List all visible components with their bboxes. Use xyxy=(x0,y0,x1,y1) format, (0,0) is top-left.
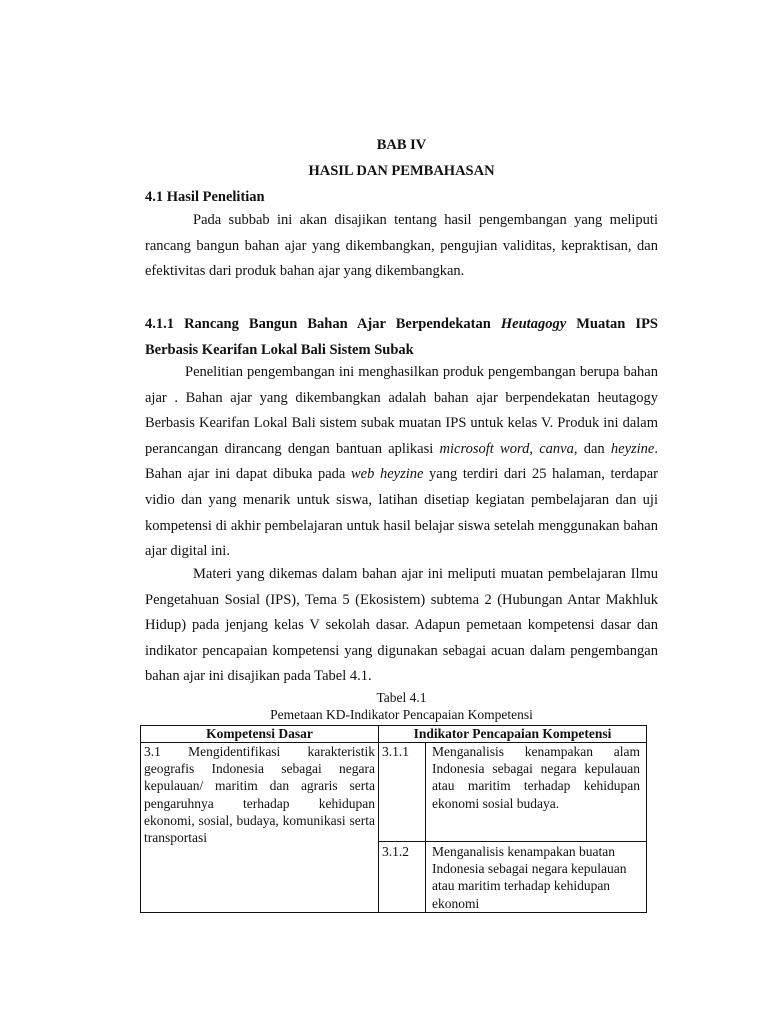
paragraph-italic-term: microsoft word xyxy=(439,440,530,457)
section-heading-suffix: Muatan IPS Berbasis Kearifan Lokal Bali Sistem Subak xyxy=(145,316,658,358)
table-header-kd: Kompetensi Dasar xyxy=(141,726,379,743)
chapter-number: BAB IV xyxy=(376,137,427,153)
indicator-text-cell: Menganalisis kenampakan alam Indonesia sebagai negara kepulauan atau maritim terhadap kehidupan ekonomi sosial budaya. xyxy=(426,743,647,842)
paragraph-italic-term: web heyzine xyxy=(350,466,424,483)
section-heading-italic: Heutagogy xyxy=(500,316,567,332)
paragraph-text: . Bahan ajar ini dapat dibuka pada xyxy=(145,440,658,483)
paragraph-text: Penelitian pengembangan ini menghasilkan produk pengembangan berupa bahan ajar . Bahan ajar yang dikembangkan adalah bahan ajar berpendekatan heutagogy Berbasis Kearifan Lokal Bali sistem subak muatan IPS untuk kelas V. Produk ini dalam perancangan dirancang dengan bantuan aplikasi xyxy=(145,364,658,457)
paragraph-text: , dan xyxy=(573,440,611,457)
table-header-indicator: Indikator Pencapaian Kompetensi xyxy=(379,726,647,743)
kd-indicator-table xyxy=(140,725,647,913)
paragraph-text: yang terdiri dari 25 halaman, terdapar vidio dan yang menarik untuk siswa, latihan disetiap kegiatan pembelajaran dan uji kompetensi di akhir pembelajaran untuk hasil belajar siswa setelah menggunakan bahan ajar digital ini. xyxy=(145,466,658,560)
paragraph-product xyxy=(145,360,658,565)
section-heading-4-1-1 xyxy=(145,312,658,363)
chapter-title: HASIL DAN PEMBAHASAN xyxy=(308,163,495,179)
section-heading-prefix: 4.1.1 Rancang Bangun Bahan Ajar Berpendekatan xyxy=(145,316,501,332)
table-row xyxy=(141,743,647,842)
section-heading-4-1: 4.1 Hasil Penelitian xyxy=(145,189,265,205)
paragraph-text: , xyxy=(529,440,540,457)
table-header-row xyxy=(141,726,647,743)
paragraph-materials: Materi yang dikemas dalam bahan ajar ini meliputi muatan pembelajaran Ilmu Pengetahuan Sosial (IPS), Tema 5 (Ekosistem) subtema 2 (Hubungan Antar Makhluk Hidup) pada jenjang kelas V sekolah dasar. Adapun pemetaan kompetensi dasar dan indikator pencapaian kompetensi yang digunakan sebagai acuan dalam pengembangan bahan ajar ini disajikan pada Tabel 4.1. xyxy=(145,566,658,685)
paragraph-intro: Pada subbab ini akan disajikan tentang hasil pengembangan yang meliputi rancang bangun bahan ajar yang dikembangkan, pengujian validitas, kepraktisan, dan efektivitas dari produk bahan ajar yang dikembangkan. xyxy=(145,212,658,280)
kd-cell: 3.1 Mengidentifikasi karakteristik geografis Indonesia sebagai negara kepulauan/ maritim dan agraris serta pengaruhnya terhadap kehidupan ekonomi, sosial, budaya, komunikasi serta transportasi xyxy=(141,743,379,913)
indicator-code-cell: 3.1.1 xyxy=(379,743,426,842)
table-caption-number: Tabel 4.1 xyxy=(376,690,427,705)
paragraph-italic-term: canva xyxy=(539,440,574,457)
indicator-text-cell: Menganalisis kenampakan buatan Indonesia sebagai negara kepulauan atau maritim terhadap kehidupan ekonomi xyxy=(426,842,647,913)
indicator-code-cell: 3.1.2 xyxy=(379,842,426,913)
paragraph-italic-term: heyzine xyxy=(610,440,655,457)
table-caption-title: Pemetaan KD-Indikator Pencapaian Kompetensi xyxy=(270,707,533,722)
